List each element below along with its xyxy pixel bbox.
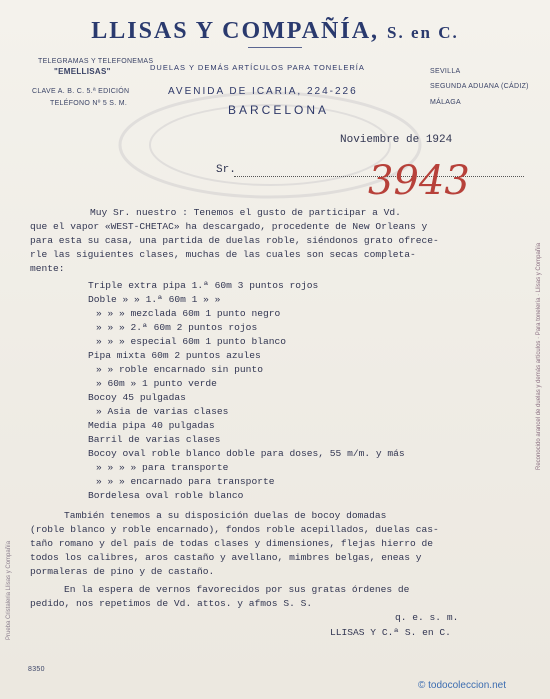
footer-watermark: © todocoleccion.net: [418, 680, 506, 691]
closing-qesm: q. e. s. m.: [395, 612, 459, 623]
branch-malaga: MÁLAGA: [430, 99, 461, 106]
item-11: Media pipa 40 pulgadas: [88, 420, 215, 431]
item-10: » Asia de varias clases: [96, 406, 229, 417]
recipient-label: Sr.: [216, 164, 236, 176]
letter-date: Noviembre de 1924: [340, 134, 453, 146]
item-3: » » » mezclada 60m 1 punto negro: [96, 308, 281, 319]
para2-line-5: pormaleras de pino y de castaño.: [30, 566, 215, 577]
intro-line-1: Muy Sr. nuestro : Tenemos el gusto de participar a Vd.: [90, 207, 401, 218]
company-suffix: S. en C.: [387, 23, 459, 42]
intro-line-4: rle las siguientes clases, muchas de las cuales son secas completa-: [30, 249, 416, 260]
para3-line-2: pedido, nos repetimos de Vd. attos. y afmos S. S.: [30, 598, 313, 609]
company-name: LLISAS Y COMPAÑÍA,: [91, 18, 380, 44]
company-title: [0, 18, 550, 45]
para2-line-4: todos los calibres, aros castaño y avellano, mimbres belgas, eneas y: [30, 552, 422, 563]
item-5: » » » especial 60m 1 punto blanco: [96, 336, 286, 347]
signature: LLISAS Y C.ª S. en C.: [330, 627, 451, 638]
item-15: » » » encarnado para transporte: [96, 476, 275, 487]
phone-number: TELÉFONO Nº 5 S. M.: [50, 100, 128, 107]
telegram-code: "EMELLISAS": [54, 67, 111, 76]
address-line: AVENIDA DE ICARIA, 224-226: [168, 86, 358, 97]
para3-line-1: En la espera de vernos favorecidos por sus gratas órdenes de: [64, 584, 410, 595]
item-13: Bocoy oval roble blanco doble para doses, 55 m/m. y más: [88, 448, 405, 459]
item-14: » » » » para transporte: [96, 462, 229, 473]
print-code: 8350: [28, 666, 45, 673]
item-4: » » » 2.ª 60m 2 puntos rojos: [96, 322, 258, 333]
intro-line-2: que el vapor «WEST-CHETAC» ha descargado, procedente de New Orleans y: [30, 221, 428, 232]
left-margin-text: Prueba Cristaleria Llisas y Compañía: [6, 540, 12, 640]
para2-line-3: taño romano y del país de todas clases y dimensiones, flejas hierro de: [30, 538, 434, 549]
city-line: BARCELONA: [228, 103, 330, 117]
right-margin-text: Reconocido arancel de duelas y demás artículos · Para tonelería · Llisas y Compañía: [536, 242, 542, 470]
branch-sevilla: SEVILLA: [430, 68, 461, 75]
intro-line-5: mente:: [30, 263, 65, 274]
para2-line-1: También tenemos a su disposición duelas de bocoy domadas: [64, 510, 387, 521]
handwritten-number: 3943: [368, 158, 470, 204]
para2-line-2: (roble blanco y roble encarnado), fondos roble acepillados, duelas cas-: [30, 524, 439, 535]
item-8: » 60m » 1 punto verde: [96, 378, 217, 389]
business-line: DUELAS Y DEMÁS ARTÍCULOS PARA TONELERÍA: [150, 63, 365, 72]
branch-cadiz: SEGUNDA ADUANA (CÁDIZ): [430, 83, 529, 90]
title-underline: [248, 47, 302, 48]
item-9: Bocoy 45 pulgadas: [88, 392, 186, 403]
item-16: Bordelesa oval roble blanco: [88, 490, 244, 501]
intro-line-3: para esta su casa, una partida de duelas roble, siéndonos grato ofrece-: [30, 235, 439, 246]
telegram-label: TELEGRAMAS Y TELEFONEMAS: [38, 58, 154, 65]
item-1: Triple extra pipa 1.ª 60m 3 puntos rojos: [88, 280, 319, 291]
item-12: Barril de varias clases: [88, 434, 221, 445]
cable-key: CLAVE A. B. C. 5.ª EDICIÓN: [32, 88, 130, 95]
item-2: Doble » » 1.ª 60m 1 » »: [88, 294, 221, 305]
item-6: Pipa mixta 60m 2 puntos azules: [88, 350, 261, 361]
item-7: » » roble encarnado sin punto: [96, 364, 263, 375]
